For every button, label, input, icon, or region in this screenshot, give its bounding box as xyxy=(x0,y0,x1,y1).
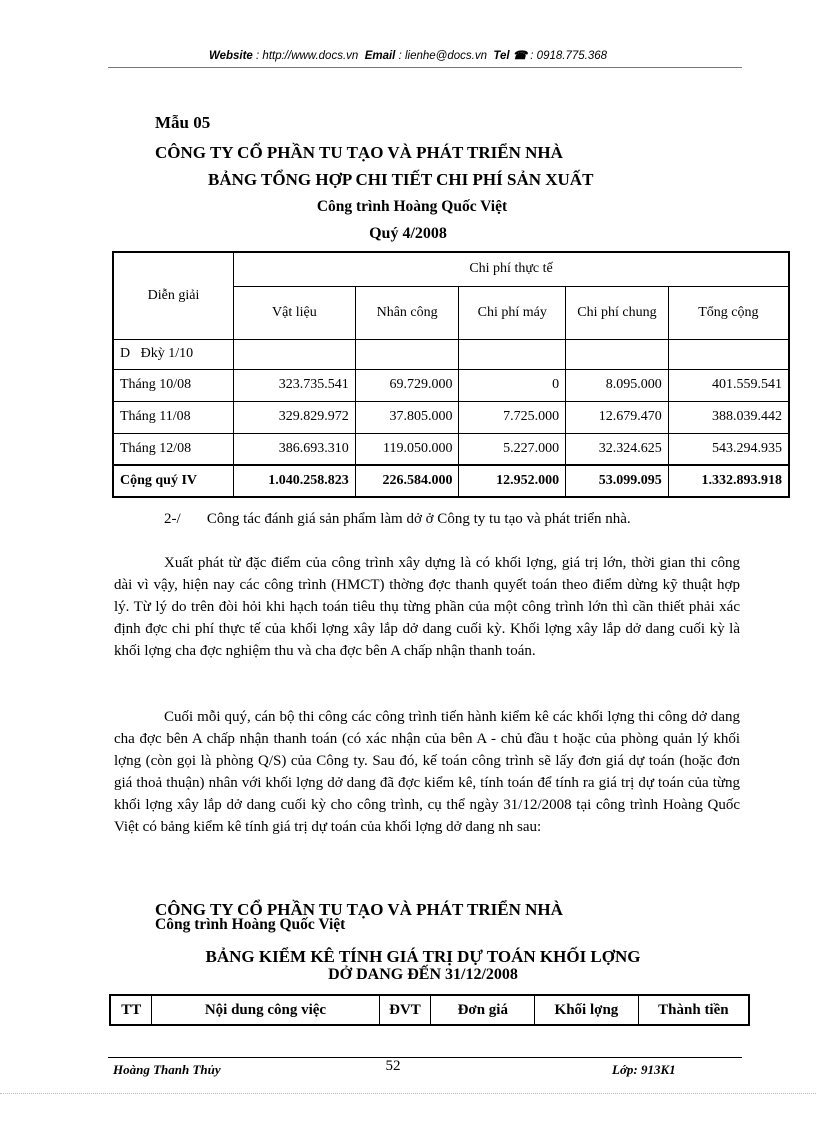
email-value: : lienhe@docs.vn xyxy=(398,50,487,62)
column-header: Thành tiền xyxy=(638,995,749,1025)
table-cell: 32.324.625 xyxy=(566,433,669,465)
table-cell: 7.725.000 xyxy=(459,401,566,433)
column-header: ĐVT xyxy=(379,995,431,1025)
project-name-2: Công trình Hoàng Quốc Việt xyxy=(155,916,346,933)
cost-summary-table xyxy=(112,251,790,498)
page-header xyxy=(0,48,816,62)
table-cell: 5.227.000 xyxy=(459,433,566,465)
table-cell: 386.693.310 xyxy=(234,433,356,465)
website-label: Website xyxy=(208,50,253,62)
column-header: Nội dung công việc xyxy=(152,995,379,1025)
column-header: Chi phí chung xyxy=(566,286,669,339)
form-number: Mẫu 05 xyxy=(155,113,211,132)
report-period: Quý 4/2008 xyxy=(369,225,447,242)
paragraph: Xuất phát từ đặc điểm của công trình xây dựng là có khối lợng, giá trị lớn, thời gian thi công dài vì vậy, hiện nay các công trình (HMCT) thờng đợc thanh quyết toán theo điểm dừng kỹ thuật hợp lý. Từ lý do trên đòi hỏi khi hạch toán tiêu thụ từng phần của một công trình lớn thì cần thiết phải xác định đợc chi phí thực tế của khối lợng xây lắp dở dang cuối kỳ. Khối lợng xây lắp dở dang cuối kỳ là khối lợng cha đợc nghiệm thu và cha đợc bên A chấp nhận thanh toán. xyxy=(114,555,740,659)
table-cell: 329.829.972 xyxy=(234,401,356,433)
inventory-title-line2: DỞ DANG ĐẾN 31/12/2008 xyxy=(328,966,518,983)
row-label: Tháng 10/08 xyxy=(113,369,234,401)
table-cell xyxy=(668,339,789,369)
column-header: TT xyxy=(110,995,152,1025)
table-cell xyxy=(459,339,566,369)
table-cell: 388.039.442 xyxy=(668,401,789,433)
table-cell: 12.679.470 xyxy=(566,401,669,433)
paragraph-section-heading: 2-/ Công tác đánh giá sản phẩm làm dở ở Công ty tu tạo và phát triển nhà. xyxy=(164,511,631,527)
table-cell: 69.729.000 xyxy=(355,369,459,401)
table-cell xyxy=(234,339,356,369)
inventory-title-line1: BẢNG KIỂM KÊ TÍNH GIÁ TRỊ DỰ TOÁN KHỐI LỢNG xyxy=(205,947,641,966)
column-header: Tổng cộng xyxy=(668,286,789,339)
row-label: Tháng 11/08 xyxy=(113,401,234,433)
company-name-2: CÔNG TY CỔ PHẦN TU TẠO VÀ PHÁT TRIỂN NHÀ xyxy=(155,900,563,919)
header-divider xyxy=(108,67,742,68)
phone-icon: ☎ xyxy=(512,50,528,62)
table-cell: 8.095.000 xyxy=(566,369,669,401)
column-header: Chi phí máy xyxy=(459,286,566,339)
column-header: Nhân công xyxy=(355,286,459,339)
tel-value: : 0918.775.368 xyxy=(530,50,608,62)
column-header-description: Diễn giải xyxy=(113,252,234,339)
footer-author: Hoàng Thanh Thủy xyxy=(113,1062,221,1077)
table-cell: 401.559.541 xyxy=(668,369,789,401)
table-cell: 1.040.258.823 xyxy=(234,465,356,497)
footer-class: Lớp: 913K1 xyxy=(612,1062,676,1077)
table-cell: 53.099.095 xyxy=(566,465,669,497)
table-cell: 119.050.000 xyxy=(355,433,459,465)
inventory-table xyxy=(109,994,750,1026)
project-name: Công trình Hoàng Quốc Việt xyxy=(316,198,508,215)
table-cell: 543.294.935 xyxy=(668,433,789,465)
column-header: Đơn giá xyxy=(431,995,535,1025)
email-label: Email xyxy=(364,50,396,62)
table-cell: 323.735.541 xyxy=(234,369,356,401)
company-name: CÔNG TY CỔ PHẦN TU TẠO VÀ PHÁT TRIỂN NHÀ xyxy=(155,143,563,162)
column-group-actual-cost: Chi phí thực tế xyxy=(234,252,789,286)
table-cell: 37.805.000 xyxy=(355,401,459,433)
table-cell xyxy=(566,339,669,369)
table-row xyxy=(113,401,789,433)
row-label: Tháng 12/08 xyxy=(113,433,234,465)
table-row xyxy=(113,339,789,369)
report-title: BẢNG TỔNG HỢP CHI TIẾT CHI PHÍ SẢN XUẤT xyxy=(208,170,594,189)
website-value: : http://www.docs.vn xyxy=(256,50,359,62)
row-label: Cộng quý IV xyxy=(113,465,234,497)
row-label: D Đkỳ 1/10 xyxy=(113,339,234,369)
page-number: 52 xyxy=(385,1058,401,1074)
table-cell: 12.952.000 xyxy=(459,465,566,497)
paragraph: Cuối mỗi quý, cán bộ thi công các công trình tiến hành kiểm kê các khối lợng thi công dở dang cha đợc bên A chấp nhận thanh toán (có xác nhận của bên A - chủ đầu t hoặc của phòng quản lý khối lợng (còn gọi là phòng Q/S) của Công ty. Sau đó, kế toán công trình sẽ lấy đơn giá dự toán (hoặc đơn giá thoả thuận) nhân với khối lợng dở dang đã đợc kiểm kê, tính toán để tính ra giá trị dự toán của từng khối lợng xây lắp dở dang cuối kỳ cho công trình, cụ thể ngày 31/12/2008 tại công trình Hoàng Quốc Việt có bảng kiểm kê tính giá trị dự toán của khối lợng dở dang nh sau: xyxy=(114,709,740,835)
table-cell: 0 xyxy=(459,369,566,401)
table-cell xyxy=(355,339,459,369)
table-cell: 1.332.893.918 xyxy=(668,465,789,497)
table-cell: 226.584.000 xyxy=(355,465,459,497)
page-edge xyxy=(0,1093,816,1094)
column-header: Khối lợng xyxy=(535,995,639,1025)
column-header: Vật liệu xyxy=(234,286,356,339)
table-row xyxy=(113,369,789,401)
table-total-row xyxy=(113,465,789,497)
tel-label: Tel xyxy=(493,50,510,62)
table-row xyxy=(113,433,789,465)
